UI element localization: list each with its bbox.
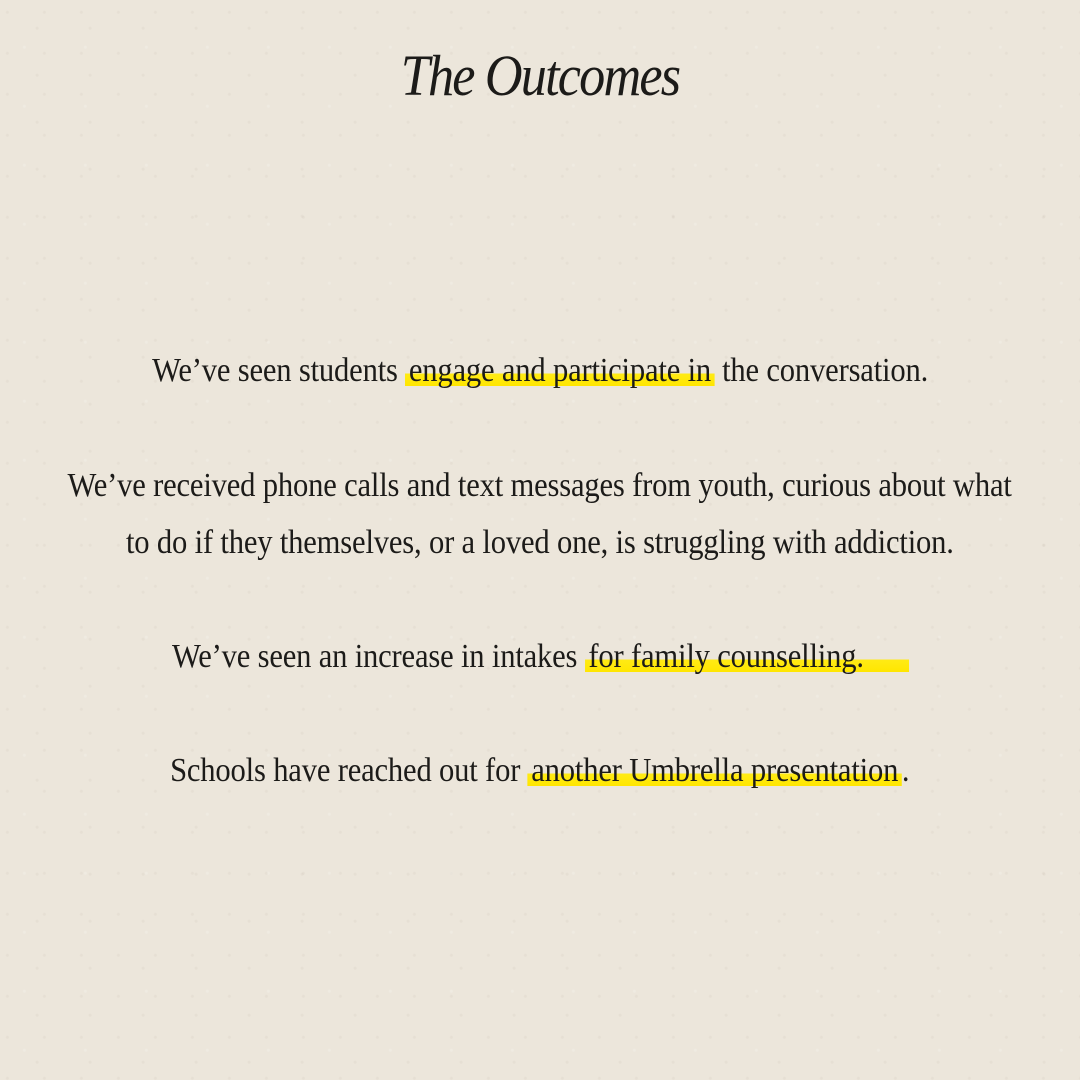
statement-text: We’ve seen an increase in intakes bbox=[171, 638, 585, 675]
statement-line: to do if they themselves, or a loved one, is struggling with addiction. bbox=[126, 524, 954, 561]
statement-family-counselling bbox=[0, 628, 1080, 685]
highlighted-text: another Umbrella presentation bbox=[528, 752, 902, 789]
highlighted-text: engage and participate in bbox=[405, 352, 714, 389]
highlighted-text: for family counselling. bbox=[584, 638, 908, 675]
statement-phone-calls bbox=[0, 457, 1080, 571]
statement-text: . bbox=[902, 752, 910, 789]
statement-line: We’ve received phone calls and text messages from youth, curious about what bbox=[67, 467, 1013, 504]
statement-text: the conversation. bbox=[714, 352, 928, 389]
statement-schools-reached-out bbox=[0, 742, 1080, 799]
statement-text: We’ve seen students bbox=[152, 352, 406, 389]
statement-students-engage bbox=[0, 342, 1080, 399]
statement-text: Schools have reached out for bbox=[170, 752, 528, 789]
page-title: The Outcomes bbox=[400, 43, 680, 108]
